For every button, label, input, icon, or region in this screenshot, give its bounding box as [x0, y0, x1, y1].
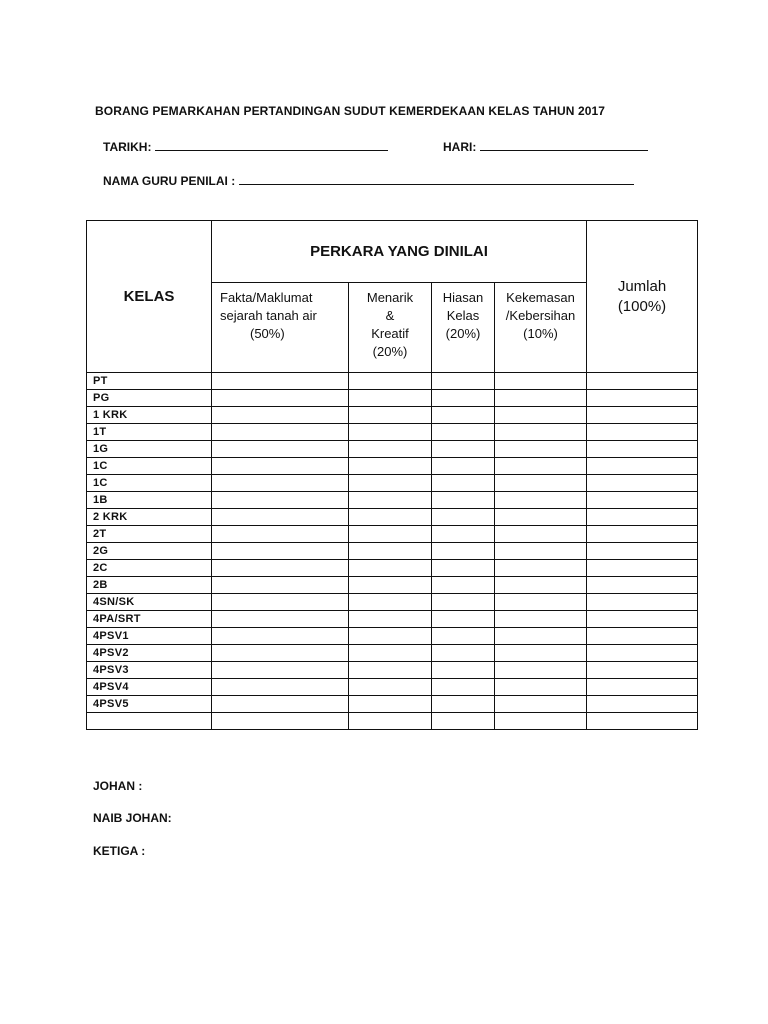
criterion-line: (10%) [523, 326, 558, 341]
kelas-cell: 1T [87, 424, 212, 441]
score-cell[interactable] [349, 662, 432, 679]
score-cell[interactable] [212, 611, 349, 628]
score-cell[interactable] [587, 390, 698, 407]
score-cell[interactable] [587, 458, 698, 475]
ketiga-label: KETIGA : [93, 844, 146, 858]
hari-label: HARI: [443, 140, 477, 154]
score-cell[interactable] [432, 441, 495, 458]
score-cell[interactable] [212, 679, 349, 696]
table-row [87, 458, 698, 475]
score-cell[interactable] [587, 509, 698, 526]
table-row [87, 594, 698, 611]
tarikh-blank-line[interactable] [155, 139, 388, 151]
hari-blank-line[interactable] [480, 139, 648, 151]
score-cell[interactable] [212, 424, 349, 441]
score-cell[interactable] [432, 696, 495, 713]
kelas-cell [87, 713, 212, 730]
score-cell[interactable] [432, 543, 495, 560]
score-cell[interactable] [212, 713, 349, 730]
score-cell[interactable] [432, 560, 495, 577]
score-cell[interactable] [495, 509, 587, 526]
kelas-cell: 4SN/SK [87, 594, 212, 611]
score-cell[interactable] [212, 509, 349, 526]
score-cell[interactable] [212, 628, 349, 645]
kelas-cell: 2 KRK [87, 509, 212, 526]
score-cell[interactable] [495, 543, 587, 560]
score-cell[interactable] [495, 577, 587, 594]
score-cell[interactable] [349, 509, 432, 526]
table-row [87, 560, 698, 577]
kelas-cell: PT [87, 373, 212, 390]
score-cell[interactable] [349, 611, 432, 628]
tarikh-label: TARIKH: [103, 140, 152, 154]
score-cell[interactable] [349, 407, 432, 424]
score-cell[interactable] [432, 492, 495, 509]
score-cell[interactable] [432, 679, 495, 696]
score-cell[interactable] [432, 713, 495, 730]
table-row [87, 509, 698, 526]
score-cell[interactable] [495, 679, 587, 696]
score-cell[interactable] [432, 526, 495, 543]
criterion-line: (20%) [445, 326, 481, 341]
score-cell[interactable] [587, 373, 698, 390]
score-cell[interactable] [587, 713, 698, 730]
criterion-menarik [349, 283, 432, 373]
score-cell[interactable] [432, 594, 495, 611]
criterion-line: & [385, 308, 395, 323]
score-cell[interactable] [432, 611, 495, 628]
score-cell[interactable] [587, 441, 698, 458]
criterion-line: (20%) [372, 344, 408, 359]
score-cell[interactable] [587, 543, 698, 560]
score-cell[interactable] [349, 696, 432, 713]
kelas-cell: 1G [87, 441, 212, 458]
kelas-cell: 1B [87, 492, 212, 509]
score-cell[interactable] [495, 696, 587, 713]
score-cell[interactable] [587, 577, 698, 594]
table-row [87, 679, 698, 696]
kelas-cell: 2B [87, 577, 212, 594]
score-cell[interactable] [212, 475, 349, 492]
kelas-cell: 4PSV3 [87, 662, 212, 679]
score-cell[interactable] [495, 628, 587, 645]
criterion-line: Kelas [446, 308, 480, 323]
score-cell[interactable] [587, 611, 698, 628]
score-cell[interactable] [587, 645, 698, 662]
criterion-line: Menarik [366, 290, 414, 305]
score-cell[interactable] [212, 594, 349, 611]
score-cell[interactable] [587, 424, 698, 441]
table-row [87, 373, 698, 390]
jumlah-label: Jumlah [617, 277, 667, 295]
score-cell[interactable] [432, 662, 495, 679]
score-cell[interactable] [432, 509, 495, 526]
score-cell[interactable] [495, 526, 587, 543]
score-cell[interactable] [587, 594, 698, 611]
criterion-kekemasan [495, 283, 587, 373]
table-row [87, 611, 698, 628]
criterion-line: Hiasan [442, 290, 484, 305]
table-row [87, 441, 698, 458]
score-cell[interactable] [349, 713, 432, 730]
table-row [87, 390, 698, 407]
table-row [87, 543, 698, 560]
score-cell[interactable] [495, 390, 587, 407]
score-cell[interactable] [495, 441, 587, 458]
score-cell[interactable] [495, 492, 587, 509]
score-cell[interactable] [495, 458, 587, 475]
table-row [87, 713, 698, 730]
score-cell[interactable] [212, 662, 349, 679]
score-cell[interactable] [349, 526, 432, 543]
perkara-header: PERKARA YANG DINILAI [212, 221, 587, 283]
score-cell[interactable] [587, 662, 698, 679]
table-row [87, 475, 698, 492]
table-row [87, 645, 698, 662]
score-cell[interactable] [432, 475, 495, 492]
hari-field[interactable] [443, 139, 648, 154]
score-cell[interactable] [587, 492, 698, 509]
score-cell[interactable] [432, 577, 495, 594]
score-cell[interactable] [432, 373, 495, 390]
kelas-header: KELAS [87, 221, 212, 373]
score-cell[interactable] [587, 475, 698, 492]
score-cell[interactable] [495, 611, 587, 628]
jumlah-header [587, 221, 698, 373]
kelas-cell: 2T [87, 526, 212, 543]
kelas-cell: 4PSV5 [87, 696, 212, 713]
score-cell[interactable] [349, 492, 432, 509]
guru-penilai-label: NAMA GURU PENILAI : [103, 174, 236, 188]
kelas-cell: 4PSV4 [87, 679, 212, 696]
jumlah-percent: (100%) [617, 297, 667, 315]
score-cell[interactable] [587, 526, 698, 543]
score-cell[interactable] [495, 424, 587, 441]
table-row [87, 662, 698, 679]
score-cell[interactable] [212, 492, 349, 509]
kelas-cell: 4PSV1 [87, 628, 212, 645]
guru-penilai-field[interactable] [103, 173, 634, 188]
score-cell[interactable] [212, 407, 349, 424]
table-row [87, 492, 698, 509]
table-row [87, 628, 698, 645]
criterion-line: /Kebersihan [505, 308, 576, 323]
guru-penilai-blank-line[interactable] [239, 173, 634, 185]
score-cell[interactable] [212, 373, 349, 390]
table-row [87, 696, 698, 713]
score-cell[interactable] [212, 458, 349, 475]
score-cell[interactable] [349, 594, 432, 611]
table-row [87, 526, 698, 543]
criterion-line: Fakta/Maklumat [220, 290, 313, 305]
score-cell[interactable] [349, 577, 432, 594]
score-cell[interactable] [349, 390, 432, 407]
score-cell[interactable] [432, 458, 495, 475]
score-cell[interactable] [587, 628, 698, 645]
kelas-cell: 4PSV2 [87, 645, 212, 662]
scoring-table [86, 220, 698, 730]
score-cell[interactable] [349, 645, 432, 662]
score-cell[interactable] [587, 696, 698, 713]
score-cell[interactable] [212, 543, 349, 560]
table-row [87, 407, 698, 424]
form-title: BORANG PEMARKAHAN PERTANDINGAN SUDUT KEMERDEKAAN KELAS TAHUN 2017 [95, 104, 606, 118]
score-cell[interactable] [495, 475, 587, 492]
score-cell[interactable] [212, 560, 349, 577]
kelas-cell: 1C [87, 475, 212, 492]
criterion-line: (50%) [250, 326, 285, 341]
score-cell[interactable] [212, 526, 349, 543]
score-cell[interactable] [212, 441, 349, 458]
score-cell[interactable] [432, 645, 495, 662]
score-cell[interactable] [349, 424, 432, 441]
score-cell[interactable] [495, 713, 587, 730]
kelas-cell: 2C [87, 560, 212, 577]
score-cell[interactable] [349, 475, 432, 492]
criterion-line: Kekemasan [506, 290, 575, 305]
score-cell[interactable] [349, 458, 432, 475]
naib-johan-label: NAIB JOHAN: [93, 811, 172, 825]
score-cell[interactable] [587, 560, 698, 577]
score-cell[interactable] [587, 679, 698, 696]
criterion-fakta [212, 283, 349, 373]
score-cell[interactable] [349, 679, 432, 696]
score-cell[interactable] [432, 424, 495, 441]
kelas-cell: 2G [87, 543, 212, 560]
score-cell[interactable] [495, 594, 587, 611]
score-cell[interactable] [495, 407, 587, 424]
score-cell[interactable] [587, 407, 698, 424]
score-cell[interactable] [495, 662, 587, 679]
score-cell[interactable] [212, 577, 349, 594]
score-cell[interactable] [349, 560, 432, 577]
score-cell[interactable] [212, 645, 349, 662]
score-cell[interactable] [349, 628, 432, 645]
score-cell[interactable] [495, 373, 587, 390]
kelas-cell: PG [87, 390, 212, 407]
kelas-cell: 1 KRK [87, 407, 212, 424]
tarikh-field[interactable] [103, 139, 388, 154]
score-cell[interactable] [349, 543, 432, 560]
score-cell[interactable] [432, 407, 495, 424]
score-cell[interactable] [432, 628, 495, 645]
criterion-line: sejarah tanah air [220, 308, 317, 323]
johan-label: JOHAN : [93, 779, 143, 793]
score-cell[interactable] [212, 390, 349, 407]
score-cell[interactable] [349, 373, 432, 390]
kelas-cell: 4PA/SRT [87, 611, 212, 628]
score-cell[interactable] [212, 696, 349, 713]
criterion-line: Kreatif [371, 326, 409, 341]
score-cell[interactable] [495, 645, 587, 662]
kelas-cell: 1C [87, 458, 212, 475]
score-cell[interactable] [432, 390, 495, 407]
score-cell[interactable] [495, 560, 587, 577]
score-cell[interactable] [349, 441, 432, 458]
criterion-hiasan [432, 283, 495, 373]
table-row [87, 424, 698, 441]
table-row [87, 577, 698, 594]
